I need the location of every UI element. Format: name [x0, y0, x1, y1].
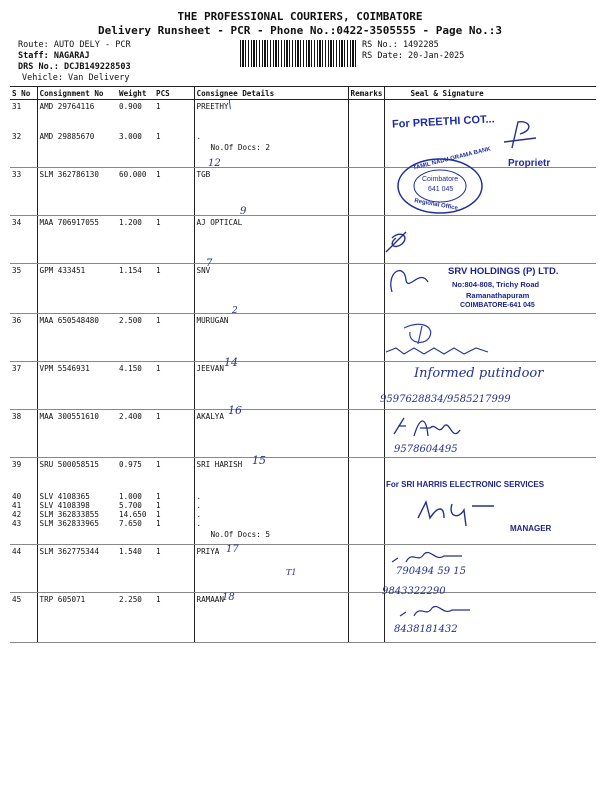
handwritten-phone: 9578604495 [394, 444, 458, 455]
signature-image [380, 226, 420, 256]
seal-text: Regional Office [413, 198, 459, 212]
proprietor-text: Proprietr [508, 158, 551, 169]
handwritten-mark: 2 [232, 306, 238, 316]
col-remarks: Remarks [348, 87, 384, 100]
remarks-cell [348, 264, 384, 314]
sno-cell: 39 [10, 458, 37, 492]
pcs-cell: 1 [154, 545, 194, 593]
rs-date: RS Date: 20-Jan-2025 [362, 51, 465, 61]
company-stamp: For PREETHI COT... [391, 113, 495, 131]
handwritten-phone: 790494 59 15 [396, 566, 466, 577]
consignee-cell [194, 593, 348, 643]
handwritten-phone: 8438181432 [394, 624, 458, 635]
consignment-cell: MAA 300551610 [37, 410, 117, 458]
sno-cell: 35 [10, 264, 37, 314]
table-row [10, 501, 596, 510]
consignee-cell [194, 492, 348, 501]
route-block [18, 40, 131, 84]
consignment-cell: MAA 706917055 [37, 216, 117, 264]
consignment-cell: SLV 4108365 [39, 491, 90, 501]
consignee-cell [194, 168, 348, 216]
sno-cell: 40 [10, 492, 37, 501]
sno-cell: 45 [10, 593, 37, 643]
consignee-cell [194, 314, 348, 362]
pcs-cell: 1 [156, 102, 161, 111]
col-sno: S No [10, 87, 37, 100]
seal-text: 641 045 [428, 186, 454, 193]
table-header-row [10, 87, 596, 100]
pcs-cell: 1 [156, 460, 161, 469]
weight-cell: 3.000 [117, 130, 154, 168]
pcs-cell: 1 [154, 168, 194, 216]
weight-cell: 1.000 [119, 491, 142, 501]
consignee-name: AJ OPTICAL [196, 218, 243, 227]
remarks-cell [348, 458, 384, 492]
handwritten-mark: 14 [224, 356, 238, 369]
handwritten-phone: 9597628834/9585217999 [380, 394, 511, 405]
consignment-cell: SLV 4108398 [39, 500, 90, 510]
table-row [10, 593, 596, 643]
sno-cell: 32 [10, 130, 37, 168]
signature-image [384, 262, 434, 302]
remarks-cell [348, 216, 384, 264]
remarks-cell [348, 510, 384, 519]
consignee-name: . [196, 491, 202, 501]
weight-cell: 2.500 [117, 314, 154, 362]
sno-cell: 38 [10, 410, 37, 458]
table-row [10, 410, 596, 458]
company-stamp: For SRI HARRIS ELECTRONIC SERVICES [386, 480, 545, 489]
consignment-cell: GPM 433451 [37, 264, 117, 314]
pcs-cell: 1 [154, 362, 194, 410]
weight-cell: 4.150 [117, 362, 154, 410]
signature-image [388, 548, 468, 568]
weight-cell: 14.650 [119, 509, 147, 519]
signature-image [384, 344, 494, 358]
consignment-cell: SLM 362833855 [39, 509, 99, 519]
weight-cell: 7.650 [117, 519, 154, 545]
runsheet-table [10, 86, 596, 643]
weight-cell: 1.154 [117, 264, 154, 314]
handwritten-mark: 9 [240, 206, 247, 217]
sno-cell: 42 [10, 510, 37, 519]
consignment-cell: SRU 500058515 [39, 460, 99, 469]
consignee-cell [194, 100, 348, 130]
consignee-name: SNV [196, 266, 211, 275]
consignee-cell [194, 501, 348, 510]
remarks-cell [348, 314, 384, 362]
table-row [10, 519, 596, 545]
weight-cell: 60.000 [117, 168, 154, 216]
consignee-cell [194, 264, 348, 314]
vehicle-label: Vehicle: Van Delivery [22, 73, 130, 83]
consignee-cell [194, 519, 348, 545]
consignee-name: AKALYA [196, 412, 224, 421]
consignee-name: JEEVAN [196, 364, 224, 373]
handwritten-mark: 7 [206, 258, 213, 269]
page-subtitle: Delivery Runsheet - PCR - Phone No.:0422-3505555 - Page No.:3 [98, 24, 502, 37]
company-stamp: SRV HOLDINGS (P) LTD. [448, 266, 559, 277]
signature-image [500, 118, 540, 150]
pcs-cell: 1 [154, 264, 194, 314]
rs-number: RS No.: 1492285 [362, 40, 439, 50]
doc-count: No.Of Docs: 5 [210, 529, 270, 539]
stamp-designation: MANAGER [510, 524, 552, 533]
remarks-cell [348, 519, 384, 545]
weight-cell: 1.540 [117, 545, 154, 593]
consignment-cell: SLM 362786130 [37, 168, 117, 216]
handwritten-mark: 12 [208, 158, 221, 169]
col-seal: Seal & Signature [384, 87, 596, 100]
doc-count: No.Of Docs: 2 [210, 142, 270, 152]
remarks-cell [348, 130, 384, 168]
consignee-cell [194, 510, 348, 519]
barcode-image [240, 40, 356, 67]
consignee-name: . [196, 509, 202, 519]
table-row [10, 168, 596, 216]
consignment-cell: SLM 362775344 [37, 545, 117, 593]
remarks-cell [348, 501, 384, 510]
table-row [10, 545, 596, 593]
consignee-cell [194, 458, 348, 492]
signature-image [414, 496, 504, 530]
pcs-cell: 1 [156, 491, 161, 501]
handwritten-note: Informed putindoor [414, 366, 544, 381]
remarks-cell [348, 545, 384, 593]
consignment-cell: VPM 5546931 [37, 362, 117, 410]
pcs-cell: 1 [154, 519, 194, 545]
drs-label: DRS No.: DCJB149228503 [18, 62, 131, 72]
consignee-name: SRI HARISH [196, 460, 243, 469]
pcs-cell: 1 [154, 593, 194, 643]
col-consignment: Consignment No [37, 87, 117, 100]
weight-cell: 2.400 [117, 410, 154, 458]
consignment-cell: AMD 29885670 [37, 130, 117, 168]
consignee-cell [194, 410, 348, 458]
consignee-cell [194, 362, 348, 410]
handwritten-mark: 15 [252, 454, 266, 467]
stamp-address: COIMBATORE-641 045 [460, 302, 535, 309]
weight-cell: 5.700 [119, 500, 142, 510]
pcs-cell: 1 [156, 500, 161, 510]
handwritten-mark: 18 [222, 592, 235, 603]
consignee-name: PREETHY [196, 102, 229, 111]
pcs-cell: 1 [154, 130, 194, 168]
sno-cell: 34 [10, 216, 37, 264]
remarks-cell [348, 410, 384, 458]
weight-cell: 1.200 [117, 216, 154, 264]
weight-cell: 0.900 [119, 102, 142, 111]
table-row [10, 314, 596, 362]
pcs-cell: 1 [154, 216, 194, 264]
remarks-cell [348, 492, 384, 501]
sno-cell: 36 [10, 314, 37, 362]
consignee-name: RAMAAN [196, 595, 224, 604]
table-row [10, 510, 596, 519]
page-title: THE PROFESSIONAL COURIERS, COIMBATORE [177, 10, 423, 23]
consignment-cell: AMD 29764116 [39, 102, 95, 111]
consignment-cell: MAA 650548480 [37, 314, 117, 362]
pcs-cell: 1 [154, 314, 194, 362]
handwritten-mark: 16 [228, 404, 242, 417]
sno-cell: 37 [10, 362, 37, 410]
handwritten-mark: T1 [286, 568, 297, 577]
pcs-cell: 1 [156, 509, 161, 519]
signature-image [390, 414, 470, 448]
stamp-address: Ramanathapuram [466, 291, 530, 300]
consignee-name: . [196, 500, 202, 510]
col-weight: Weight [117, 87, 154, 100]
sno-cell: 31 [10, 100, 37, 130]
remarks-cell [348, 100, 384, 130]
route-label: Route: AUTO DELY - PCR [18, 40, 131, 50]
handwritten-mark: 17 [226, 544, 239, 555]
sno-cell: 41 [10, 501, 37, 510]
staff-label: Staff: NAGARAJ [18, 51, 90, 61]
remarks-cell [348, 593, 384, 643]
stamp-address: No:804-808, Trichy Road [452, 280, 540, 289]
consignment-cell: TRP 605071 [37, 593, 117, 643]
weight-cell: 0.975 [119, 460, 142, 469]
sno-cell: 33 [10, 168, 37, 216]
remarks-cell [348, 168, 384, 216]
handwritten-mark: \ [228, 98, 232, 111]
table-row [10, 216, 596, 264]
seal-text: Coimbatore [422, 176, 459, 183]
sno-cell: 44 [10, 545, 37, 593]
weight-cell: 2.250 [117, 593, 154, 643]
table-row [10, 492, 596, 501]
handwritten-phone: 9843322290 [382, 586, 446, 597]
consignee-name: . [196, 131, 202, 141]
seal-text: TAMIL NADU GRAMA BANK [412, 146, 492, 172]
consignee-cell [194, 216, 348, 264]
col-pcs: PCS [154, 87, 194, 100]
remarks-cell [348, 362, 384, 410]
col-consignee: Consignee Details [194, 87, 348, 100]
pcs-cell: 1 [154, 410, 194, 458]
consignment-cell: SLM 362833965 [37, 519, 117, 545]
consignee-name: PRIYA [196, 547, 220, 556]
consignee-cell [194, 545, 348, 593]
consignee-name: MURUGAN [196, 316, 229, 325]
signature-image [396, 602, 476, 622]
consignee-name: . [196, 518, 202, 528]
rs-block [362, 40, 464, 62]
sno-cell: 43 [10, 519, 37, 545]
consignee-name: TGB [196, 170, 211, 179]
